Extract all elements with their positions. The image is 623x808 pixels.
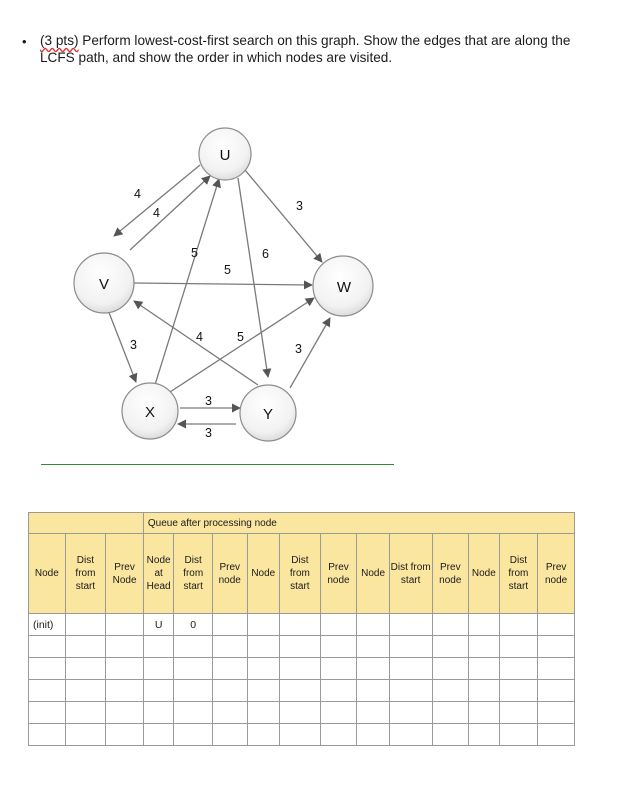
bullet: • bbox=[22, 34, 27, 49]
edge-x-w bbox=[170, 298, 314, 392]
weight-x-y: 3 bbox=[205, 394, 212, 408]
table-row-init bbox=[29, 614, 575, 636]
table-row bbox=[29, 680, 575, 702]
lcfs-trace-table bbox=[28, 512, 575, 746]
weight-x-u: 5 bbox=[191, 246, 198, 260]
header-prev-1: Prev node bbox=[212, 534, 247, 614]
weight-y-x: 3 bbox=[205, 426, 212, 440]
table-row bbox=[29, 658, 575, 680]
weight-y-v: 4 bbox=[196, 330, 203, 344]
weight-u-v: 4 bbox=[134, 187, 141, 201]
node-u bbox=[199, 128, 251, 180]
weight-y-w: 3 bbox=[295, 342, 302, 356]
header-prev-4: Prev node bbox=[538, 534, 575, 614]
header-prev-node: Prev Node bbox=[106, 534, 144, 614]
node-y bbox=[240, 385, 296, 441]
header-node-4: Node bbox=[469, 534, 499, 614]
header-dist-3: Dist from start bbox=[389, 534, 432, 614]
header-prev-3: Prev node bbox=[432, 534, 469, 614]
weight-u-w: 3 bbox=[296, 199, 303, 213]
header-dist-1: Dist from start bbox=[174, 534, 213, 614]
edge-v-w bbox=[134, 283, 312, 285]
node-x-label: X bbox=[144, 404, 156, 421]
node-w-label: W bbox=[336, 279, 352, 296]
edge-u-w bbox=[245, 170, 322, 262]
node-v bbox=[74, 253, 134, 313]
header-node-3: Node bbox=[357, 534, 390, 614]
points-label: (3 pts) bbox=[40, 33, 79, 48]
table-row bbox=[29, 724, 575, 746]
init-dist[interactable]: 0 bbox=[174, 614, 213, 636]
weight-u-y: 6 bbox=[262, 247, 269, 261]
weight-x-w: 5 bbox=[237, 330, 244, 344]
init-label: (init) bbox=[29, 614, 66, 636]
node-y-label: Y bbox=[262, 406, 274, 423]
weight-v-w: 5 bbox=[224, 263, 231, 277]
table-row bbox=[29, 702, 575, 724]
header-prev-2: Prev node bbox=[320, 534, 357, 614]
header-dist-from-start: Dist from start bbox=[65, 534, 106, 614]
node-v-label: V bbox=[98, 276, 110, 293]
table-row bbox=[29, 636, 575, 658]
header-node-at-head: Node at Head bbox=[143, 534, 173, 614]
queue-caption-row bbox=[29, 513, 575, 534]
queue-caption: Queue after processing node bbox=[143, 513, 574, 534]
edge-u-y bbox=[238, 178, 268, 377]
header-node-2: Node bbox=[247, 534, 280, 614]
header-dist-4: Dist from start bbox=[499, 534, 538, 614]
weight-v-u: 4 bbox=[153, 206, 160, 220]
header-row bbox=[29, 534, 575, 614]
node-u-label: U bbox=[219, 147, 231, 164]
init-node-at-head[interactable]: U bbox=[143, 614, 173, 636]
node-w bbox=[313, 256, 373, 316]
separator-line bbox=[41, 464, 394, 465]
header-node: Node bbox=[29, 534, 66, 614]
header-dist-2: Dist from start bbox=[280, 534, 321, 614]
node-x bbox=[122, 383, 178, 439]
weight-v-x: 3 bbox=[130, 338, 137, 352]
question-body: Perform lowest-cost-first search on this graph. Show the edges that are along the LCFS path, and show the order in which nodes are visited. bbox=[40, 33, 571, 65]
